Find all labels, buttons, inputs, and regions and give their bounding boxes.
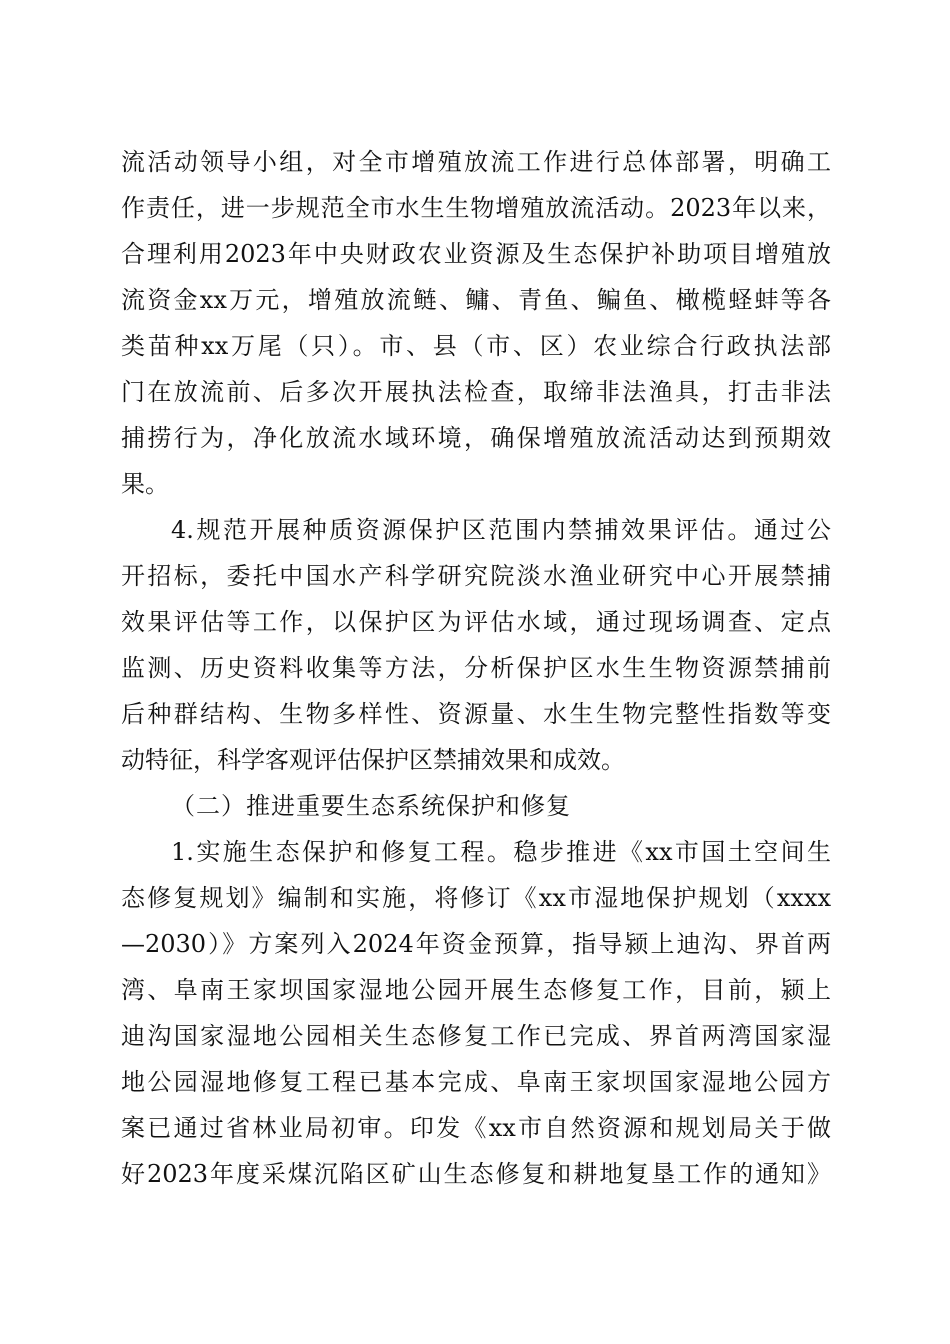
text-line: 迪沟国家湿地公园相关生态修复工作已完成、界首两湾国家湿 bbox=[121, 1022, 831, 1050]
text-line: 湾、阜南王家坝国家湿地公园开展生态修复工作，目前，颍上 bbox=[121, 976, 831, 1004]
text-line: 地公园湿地修复工程已基本完成、阜南王家坝国家湿地公园方 bbox=[121, 1068, 831, 1096]
paragraph-1-first-line: 1.实施生态保护和修复工程。稳步推进《xx市国土空间生 bbox=[171, 838, 831, 866]
text-line: 流活动领导小组，对全市增殖放流工作进行总体部署，明确工 bbox=[121, 148, 831, 176]
text-line: 作责任，进一步规范全市水生生物增殖放流活动。2023年以来， bbox=[121, 194, 831, 222]
text-line: 开招标，委托中国水产科学研究院淡水渔业研究中心开展禁捕 bbox=[121, 562, 831, 590]
text-line: 类苗种xx万尾（只）。市、县（市、区）农业综合行政执法部 bbox=[121, 332, 831, 360]
text-line: 动特征，科学客观评估保护区禁捕效果和成效。 bbox=[121, 746, 625, 774]
text-line: 好2023年度采煤沉陷区矿山生态修复和耕地复垦工作的通知》 bbox=[121, 1160, 831, 1188]
text-line: 态修复规划》编制和实施，将修订《xx市湿地保护规划（xxxx bbox=[121, 884, 831, 912]
text-line: 果。 bbox=[121, 470, 169, 498]
text-line: 合理利用2023年中央财政农业资源及生态保护补助项目增殖放 bbox=[121, 240, 831, 268]
text-line: —2030）》方案列入2024年资金预算，指导颍上迪沟、界首两 bbox=[121, 930, 831, 958]
text-line: 门在放流前、后多次开展执法检查，取缔非法渔具，打击非法 bbox=[121, 378, 831, 406]
text-line: 后种群结构、生物多样性、资源量、水生生物完整性指数等变 bbox=[121, 700, 831, 728]
text-line: 效果评估等工作，以保护区为评估水域，通过现场调查、定点 bbox=[121, 608, 831, 636]
paragraph-4-first-line: 4.规范开展种质资源保护区范围内禁捕效果评估。通过公 bbox=[171, 516, 831, 544]
text-line: 监测、历史资料收集等方法，分析保护区水生生物资源禁捕前 bbox=[121, 654, 831, 682]
section-heading: （二）推进重要生态系统保护和修复 bbox=[171, 792, 571, 820]
text-line: 案已通过省林业局初审。印发《xx市自然资源和规划局关于做 bbox=[121, 1114, 831, 1142]
text-line: 流资金xx万元，增殖放流鲢、鳙、青鱼、鳊鱼、橄榄蛏蚌等各 bbox=[121, 286, 831, 314]
text-line: 捕捞行为，净化放流水域环境，确保增殖放流活动达到预期效 bbox=[121, 424, 831, 452]
